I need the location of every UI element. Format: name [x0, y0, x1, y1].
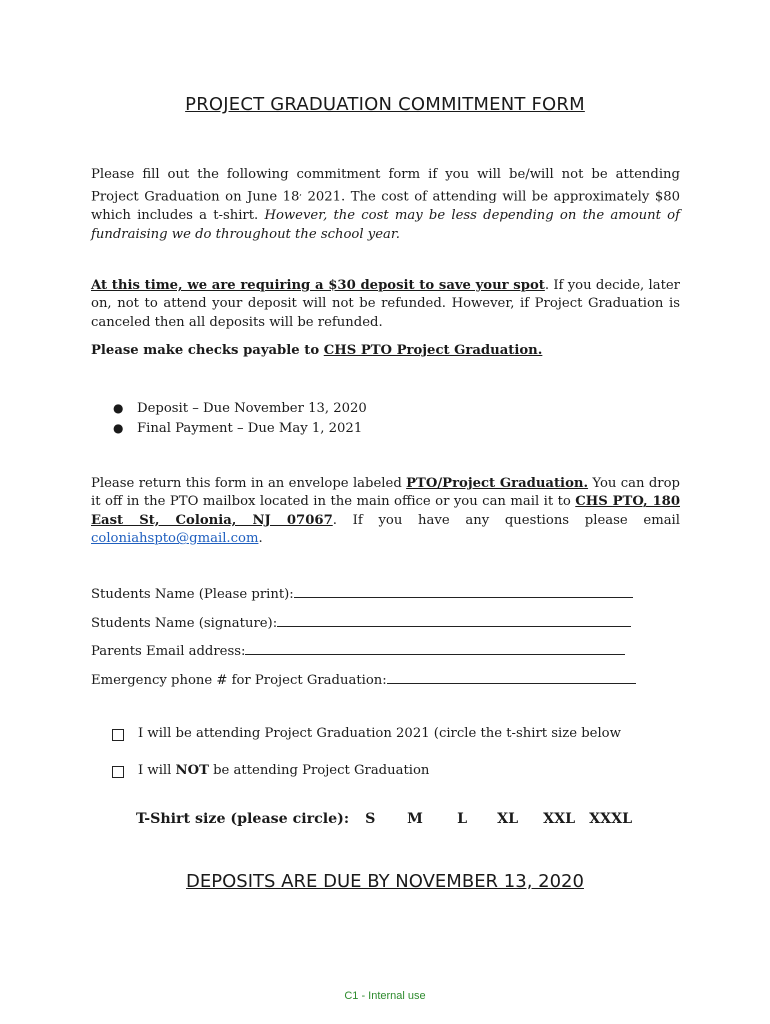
size-m[interactable]: M [407, 811, 423, 827]
return-text-2: You can drop it off in the PTO mailbox located in the main office or you can mail it to [91, 476, 680, 510]
not-attending-suffix: be attending Project Graduation [213, 763, 430, 778]
return-text: Please return this form in an envelope labeled [91, 476, 407, 491]
not-attending-prefix: I will [138, 763, 172, 778]
size-xxxl[interactable]: XXXL [589, 811, 633, 827]
deposit-text: . If you decide, later on, not to attend your deposit will not be refunded. However, if Project Graduation is canceled then all deposits will be refunded. [91, 278, 680, 330]
due-dates-list [113, 399, 367, 438]
attending-label: I will be attending Project Graduation 2021 (circle the t-shirt size below [138, 726, 621, 741]
parent-email-field[interactable] [245, 642, 625, 655]
intro-italic: However, the cost may be less depending on the amount of fundraising we do throughout the school year. [91, 208, 681, 242]
size-xxl[interactable]: XXL [543, 811, 576, 827]
list-item [113, 419, 367, 439]
not-attending-bold: NOT [175, 763, 209, 778]
return-end: . [258, 531, 263, 547]
attending-option[interactable] [112, 726, 621, 763]
email-link[interactable]: coloniahspto@gmail.com [91, 531, 259, 547]
intro-text: Please fill out the following commitment form if you will be/will not be attending Project Graduation on June 18 [91, 167, 680, 205]
tshirt-size-row [136, 811, 632, 827]
intro-text-2: 2021. The cost of attending will be approximately $80 which includes a t-shirt. [91, 189, 680, 224]
form-fields [91, 585, 636, 699]
size-s[interactable]: S [365, 811, 376, 827]
intro-sup: , [299, 188, 302, 198]
intro-paragraph [91, 166, 680, 244]
deposit-requirement: At this time, we are requiring a $30 deposit to save your spot [91, 278, 545, 293]
checks-prefix: Please make checks payable to [91, 343, 324, 358]
list-item [113, 399, 367, 419]
size-l[interactable]: L [457, 811, 468, 827]
attendance-options [112, 726, 621, 800]
page-title: PROJECT GRADUATION COMMITMENT FORM [185, 94, 585, 115]
tshirt-label: T-Shirt size (please circle): [136, 811, 350, 827]
not-attending-checkbox[interactable] [112, 766, 124, 778]
emergency-phone-row [91, 671, 636, 700]
parent-email-row [91, 642, 636, 671]
student-name-print-field[interactable] [294, 585, 633, 598]
field-label: Students Name (signature): [91, 615, 278, 631]
not-attending-option[interactable] [112, 763, 621, 800]
field-label: Parents Email address: [91, 644, 246, 659]
mailing-address: CHS PTO, 180 East St, Colonia, NJ 07067 [91, 494, 680, 528]
attending-checkbox[interactable] [112, 729, 124, 741]
footer-classification: C1 - Internal use [344, 990, 426, 1002]
return-paragraph [91, 475, 680, 549]
deposit-deadline: DEPOSITS ARE DUE BY NOVEMBER 13, 2020 [186, 871, 584, 892]
field-label: Students Name (Please print): [91, 587, 294, 602]
student-name-print-row [91, 585, 636, 614]
student-signature-field[interactable] [277, 614, 631, 627]
bullet-text: Deposit – Due November 13, 2020 [137, 401, 367, 416]
bullet-icon: ● [113, 420, 124, 435]
bullet-icon: ● [113, 401, 124, 415]
return-text-3: . If you have any questions please email [332, 512, 680, 528]
checks-payee: CHS PTO Project Graduation. [323, 343, 543, 358]
size-xl[interactable]: XL [497, 811, 519, 827]
student-signature-row [91, 614, 636, 643]
deposit-paragraph [91, 277, 680, 332]
return-label: PTO/Project Graduation. [406, 476, 589, 491]
checks-paragraph [91, 342, 680, 360]
emergency-phone-field[interactable] [387, 671, 636, 684]
field-label: Emergency phone # for Project Graduation: [91, 672, 387, 688]
bullet-text: Final Payment – Due May 1, 2021 [137, 420, 363, 436]
